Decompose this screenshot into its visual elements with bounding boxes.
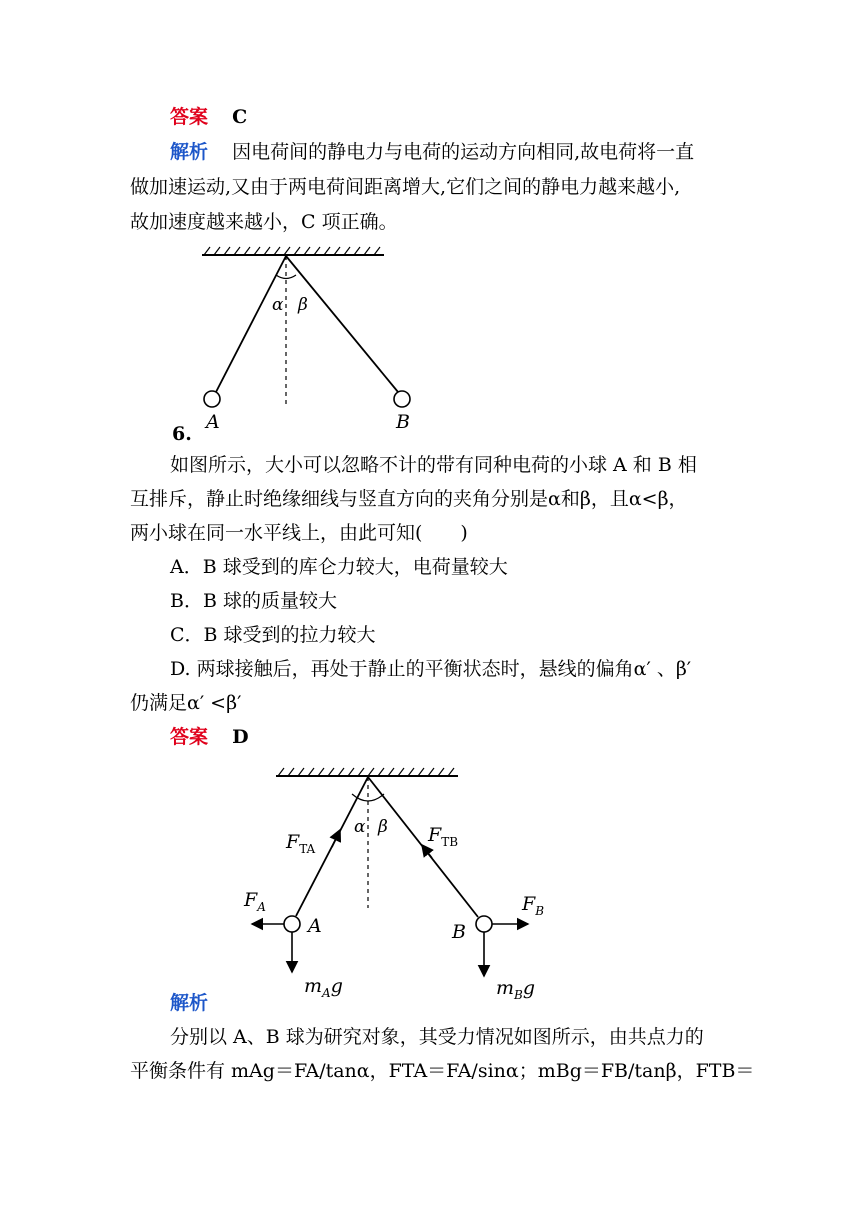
- label-a: A: [206, 411, 220, 433]
- question-stem: 两小球在同一水平线上，由此可知( ): [130, 522, 468, 544]
- answer-value: D: [232, 726, 249, 748]
- alpha-label: α: [272, 295, 284, 315]
- q6-answer-row: [170, 724, 249, 750]
- analysis-text: 因电荷间的静电力与电荷的运动方向相同,故电荷将一直: [232, 141, 695, 163]
- label-a: A: [308, 915, 322, 937]
- q5-analysis-row: [170, 139, 694, 165]
- option-b: B．B 球的质量较大: [170, 590, 337, 612]
- q5-answer-row: [170, 104, 247, 130]
- analysis-text: 故加速度越来越小，C 项正确。: [130, 211, 398, 233]
- option-d-cont: 仍满足α′ <β′: [130, 692, 242, 714]
- analysis-text: 做加速运动,又由于两电荷间距离增大,它们之间的静电力越来越小,: [130, 176, 681, 198]
- answer-value: C: [232, 106, 248, 128]
- analysis-text: 平衡条件有 mAg＝FA/tanα，FTA＝FA/sinα；mBg＝FB/tanβ，FTB＝: [130, 1060, 755, 1082]
- option-a: A．B 球受到的库仑力较大，电荷量较大: [170, 556, 508, 578]
- fa-label: $F_A$: [244, 889, 266, 914]
- force-diagram: [232, 758, 562, 1008]
- ball-a: [204, 391, 220, 407]
- question-stem: 如图所示，大小可以忽略不计的带有同种电荷的小球 A 和 B 相: [170, 454, 697, 476]
- mag-label: $m_Ag$: [304, 975, 343, 1000]
- arrow-fta: [332, 830, 340, 847]
- ftb-label: $F_{TB}$: [428, 824, 459, 849]
- answer-label: 答案: [170, 106, 209, 128]
- arrow-ftb: [422, 845, 432, 858]
- fb-label: $F_B$: [522, 893, 545, 918]
- q6-analysis-label-row: [170, 990, 208, 1016]
- ceiling-hatch: [204, 247, 380, 255]
- beta-label: β: [298, 295, 308, 315]
- ball-b: [394, 391, 410, 407]
- option-c: C．B 球受到的拉力较大: [170, 624, 376, 646]
- analysis-label: 解析: [170, 141, 209, 163]
- fta-label: $F_{TA}$: [286, 831, 316, 856]
- beta-label: β: [378, 817, 388, 837]
- ball-a: [284, 916, 300, 932]
- ceiling-hatch: [278, 768, 454, 776]
- string-a: [216, 256, 286, 392]
- option-d: D. 两球接触后，再处于静止的平衡状态时，悬线的偏角α′ 、β′: [170, 658, 692, 680]
- analysis-text: 分别以 A、B 球为研究对象，其受力情况如图所示，由共点力的: [170, 1026, 704, 1048]
- ball-b: [476, 916, 492, 932]
- question-stem: 互排斥，静止时绝缘细线与竖直方向的夹角分别是α和β，且α<β，: [130, 488, 688, 510]
- label-b: B: [452, 921, 466, 943]
- alpha-label: α: [354, 817, 366, 837]
- analysis-label: 解析: [170, 992, 209, 1014]
- string-b: [286, 256, 398, 392]
- mbg-label: $m_Bg$: [496, 977, 536, 1002]
- answer-label: 答案: [170, 726, 209, 748]
- pendulum-figure: [190, 236, 430, 436]
- label-b: B: [396, 411, 410, 433]
- question-number: 6.: [172, 423, 192, 445]
